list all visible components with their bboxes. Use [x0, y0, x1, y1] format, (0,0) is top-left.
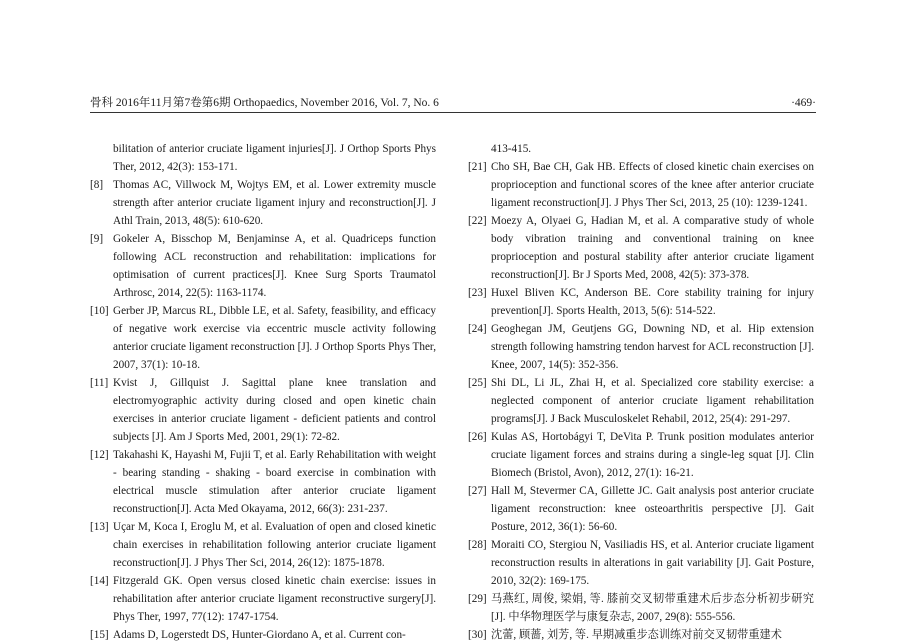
reference-item [468, 284, 814, 320]
reference-number: [27] [468, 485, 487, 497]
page-number: ·469· [791, 97, 816, 109]
reference-item [468, 212, 814, 284]
reference-text: Gokeler A, Bisschop M, Benjaminse A, et al. Quadriceps function following ACL reconstruction and rehabilitation: implications for optimisation of current practices[J]. Knee Surg Sports Traumatol Arthrosc, 2014, 22(5): 1163-1174. [113, 233, 436, 299]
reference-continuation: 413-415. [491, 143, 532, 155]
reference-text: Cho SH, Bae CH, Gak HB. Effects of closed kinetic chain exercises on proprioception and functional scores of the knee after anterior cruciate ligament reconstruction[J]. J Phys Ther Sci, 2013, 25 (10): 1239-1241. [491, 161, 814, 209]
reference-item [468, 482, 814, 536]
reference-number: [25] [468, 377, 487, 389]
reference-number: [28] [468, 539, 487, 551]
reference-number: [26] [468, 431, 487, 443]
reference-item [468, 320, 814, 374]
reference-text: Uçar M, Koca I, Eroglu M, et al. Evaluation of open and closed kinetic chain exercises in rehabilitation following anterior cruciate ligament reconstruction[J]. J Phys Ther Sci, 2014, 26(12): 1875-1878. [113, 521, 436, 569]
reference-text: Geoghegan JM, Geutjens GG, Downing ND, et al. Hip extension strength following hamstring tendon harvest for ACL reconstruction [J]. Knee, 2007, 14(5): 352-356. [491, 323, 814, 371]
reference-item [468, 374, 814, 428]
running-header [90, 94, 816, 113]
reference-item [90, 230, 436, 302]
reference-text: Kvist J, Gillquist J. Sagittal plane knee translation and electromyographic activity during closed and open kinetic chain exercises in anterior cruciate ligament - deficient patients and control subjects [J]. Am J Sports Med, 2001, 29(1): 72-82. [113, 377, 436, 443]
reference-item [468, 536, 814, 590]
reference-item [468, 590, 814, 626]
reference-item [90, 374, 436, 446]
reference-number: [9] [90, 233, 104, 245]
reference-number: [13] [90, 521, 109, 533]
reference-item [90, 572, 436, 626]
right-column [468, 140, 814, 644]
reference-text: Fitzgerald GK. Open versus closed kinetic chain exercise: issues in rehabilitation after anterior cruciate ligament reconstructive surgery[J]. Phys Ther, 1997, 77(12): 1747-1754. [113, 575, 436, 623]
reference-text: 沈蕾, 顾蔷, 刘芳, 等. 早期减重步态训练对前交叉韧带重建术 [491, 629, 782, 641]
journal-citation: 骨科 2016年11月第7卷第6期 Orthopaedics, November 2016, Vol. 7, No. 6 [90, 97, 439, 109]
reference-item [468, 158, 814, 212]
reference-text: Shi DL, Li JL, Zhai H, et al. Specialized core stability exercise: a neglected component of anterior cruciate ligament rehabilitation programs[J]. J Back Musculoskelet Rehabil, 2012, 25(4): 291-297. [491, 377, 814, 425]
reference-number: [14] [90, 575, 109, 587]
reference-continuation: bilitation of anterior cruciate ligament injuries[J]. J Orthop Sports Phys Ther, 2012, 42(3): 153-171. [113, 143, 436, 173]
reference-number: [11] [90, 377, 109, 389]
reference-item [90, 176, 436, 230]
reference-number: [23] [468, 287, 487, 299]
reference-item [90, 302, 436, 374]
reference-number: [12] [90, 449, 109, 461]
reference-item [468, 428, 814, 482]
reference-item [468, 626, 814, 644]
reference-number: [22] [468, 215, 487, 227]
reference-number: [10] [90, 305, 109, 317]
reference-number: [24] [468, 323, 487, 335]
left-column [90, 140, 436, 644]
reference-number: [29] [468, 593, 487, 605]
reference-number: [30] [468, 629, 487, 641]
reference-text: Hall M, Stevermer CA, Gillette JC. Gait analysis post anterior cruciate ligament reconstruction: knee osteoarthritis perspective [J]. Gait Posture, 2012, 36(1): 56-60. [491, 485, 814, 533]
reference-text: Kulas AS, Hortobágyi T, DeVita P. Trunk position modulates anterior cruciate ligament forces and strains during a single-leg squat [J]. Clin Biomech (Bristol, Avon), 2012, 27(1): 16-21. [491, 431, 814, 479]
reference-number: [8] [90, 179, 104, 191]
reference-text: Gerber JP, Marcus RL, Dibble LE, et al. Safety, feasibility, and efficacy of negative work exercise via eccentric muscle activity following anterior cruciate ligament reconstruction [J]. J Orthop Sports Phys Ther, 2007, 37(1): 10-18. [113, 305, 436, 371]
reference-item [90, 446, 436, 518]
reference-text: Adams D, Logerstedt DS, Hunter-Giordano A, et al. Current con- [113, 629, 406, 641]
reference-text: Moezy A, Olyaei G, Hadian M, et al. A comparative study of whole body vibration training and conventional training on knee proprioception and postural stability after anterior cruciate ligament reconstruction[J]. Br J Sports Med, 2008, 42(5): 373-378. [491, 215, 814, 281]
reference-text: Thomas AC, Villwock M, Wojtys EM, et al. Lower extremity muscle strength after anterior cruciate ligament injury and reconstruction[J]. J Athl Train, 2013, 48(5): 610-620. [113, 179, 436, 227]
reference-number: [15] [90, 629, 109, 641]
reference-text: Huxel Bliven KC, Anderson BE. Core stability training for injury prevention[J]. Sports Health, 2013, 5(6): 514-522. [491, 287, 814, 317]
reference-text: Takahashi K, Hayashi M, Fujii T, et al. Early Rehabilitation with weight - bearing standing - shaking - board exercise in combination with electrical muscle stimulation after anterior cruciate ligament reconstruction[J]. Acta Med Okayama, 2012, 66(3): 231-237. [113, 449, 436, 515]
reference-item [90, 518, 436, 572]
reference-item [90, 626, 436, 644]
reference-text: 马燕红, 周俊, 梁娟, 等. 膝前交叉韧带重建术后步态分析初步研究[J]. 中华物理医学与康复杂志, 2007, 29(8): 555-556. [491, 593, 814, 623]
reference-text: Moraiti CO, Stergiou N, Vasiliadis HS, et al. Anterior cruciate ligament reconstruction results in alterations in gait variability [J]. Gait Posture, 2010, 32(2): 169-175. [491, 539, 814, 587]
reference-number: [21] [468, 161, 487, 173]
